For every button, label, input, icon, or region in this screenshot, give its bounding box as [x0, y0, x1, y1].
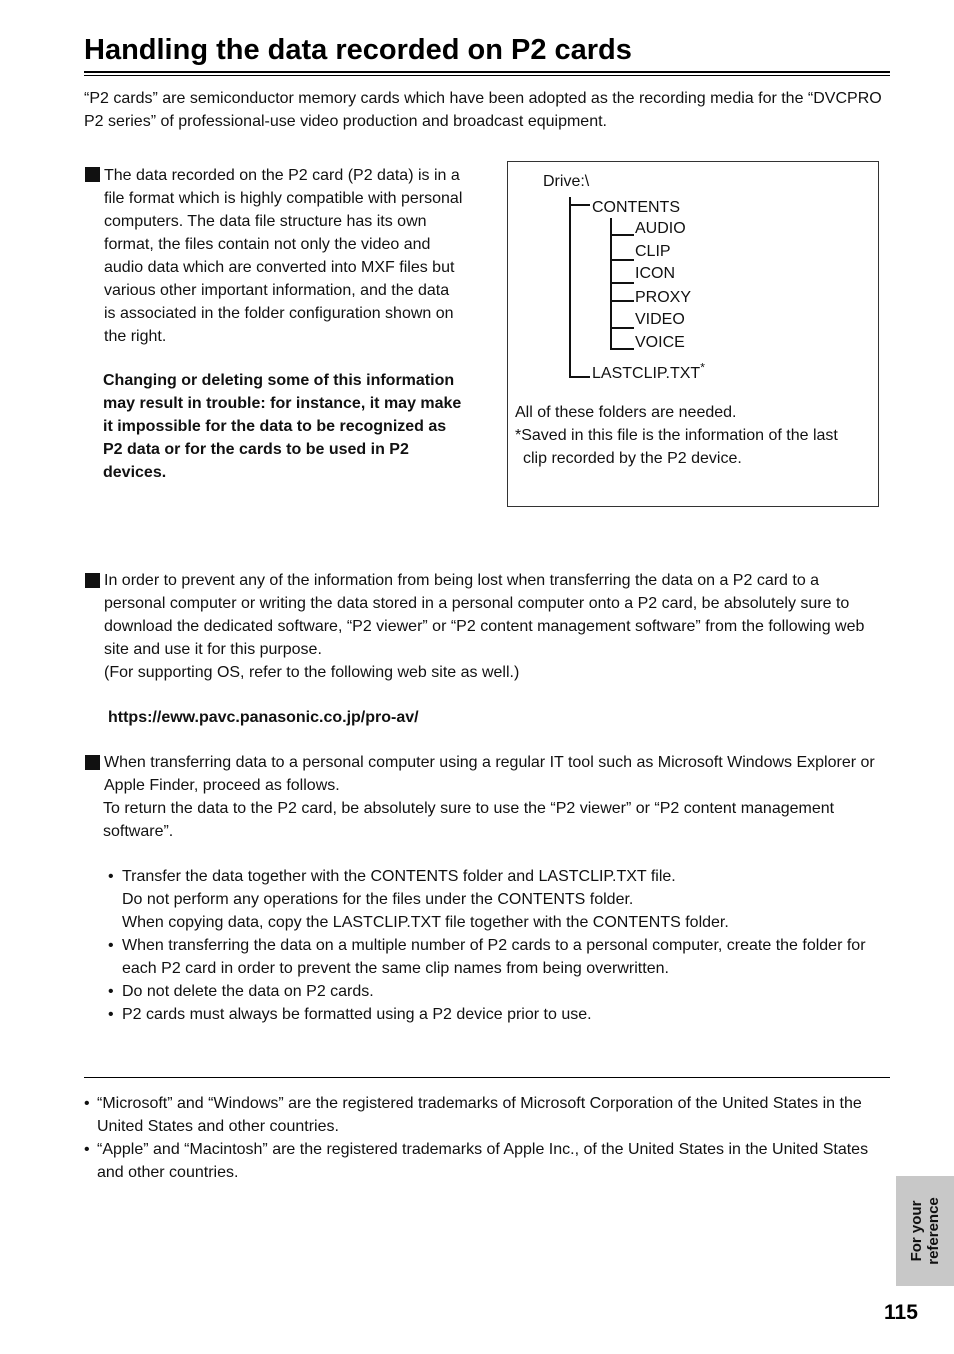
side-tab-line2: reference [925, 1197, 942, 1265]
list-item-line: Do not delete the data on P2 cards. [122, 983, 374, 1000]
bullet-dot: • [84, 1141, 90, 1158]
tree-note-needed: All of these folders are needed. [515, 404, 737, 421]
section-bullet-square [85, 167, 100, 182]
section-bullet-square [85, 573, 100, 588]
side-tab [896, 1176, 954, 1286]
list-item [104, 980, 884, 1003]
tree-branch-line [610, 348, 634, 350]
lastclip-label: LASTCLIP.TXT [592, 365, 701, 382]
tree-trunk-line [569, 197, 571, 378]
bullet-dot: • [108, 983, 114, 1000]
trademark-text: “Apple” and “Macintosh” are the registered trademarks of Apple Inc., of the United States in the United States and other countries. [97, 1141, 869, 1181]
tree-subfolder-video: VIDEO [635, 311, 685, 328]
list-item [104, 934, 884, 980]
lastclip-asterisk: * [700, 360, 705, 375]
section2-os-note: (For supporting OS, refer to the following web site as well.) [104, 664, 520, 681]
tree-branch-line [610, 300, 634, 302]
section1-body: The data recorded on the P2 card (P2 data) is in a file format which is highly compatible with personal computers. The data file structure has its own format, the files contain not only the video and audio data which are converted into MXF files but various other important information, and the data is associated in the folder configuration shown on the right. [104, 167, 463, 345]
section1-warning: Changing or deleting some of this information may result in trouble: for instance, it may make it impossible for the data to be recognized as P2 data or for the cards to be used in P2 devices. [103, 372, 462, 481]
list-item [104, 865, 884, 934]
tree-file-lastclip [592, 362, 705, 385]
side-tab-label [908, 1197, 942, 1265]
section-bullet-square [85, 755, 100, 770]
tree-branch-line [610, 327, 634, 329]
tree-branch-line [610, 234, 634, 236]
title-rule-thin [84, 75, 890, 76]
tree-branch-lastclip [569, 376, 590, 378]
trademark-item [84, 1092, 890, 1138]
list-item-line: Transfer the data together with the CONTENTS folder and LASTCLIP.TXT file. [122, 868, 676, 885]
title-rule-thick [84, 71, 890, 73]
side-tab-line1: For your [908, 1200, 925, 1262]
tree-subfolder-clip: CLIP [635, 243, 671, 260]
page-number: 115 [884, 1301, 918, 1324]
tree-branch-line [610, 282, 634, 284]
download-url-link[interactable]: https://eww.pavc.panasonic.co.jp/pro-av/ [108, 709, 419, 726]
tree-folder-contents: CONTENTS [592, 199, 680, 216]
tree-subfolder-voice: VOICE [635, 334, 685, 351]
section2-body [104, 569, 884, 684]
trademark-text: “Microsoft” and “Windows” are the registered trademarks of Microsoft Corporation of the United States in the United States and other countries. [97, 1095, 862, 1135]
tree-root-label: Drive:\ [543, 173, 590, 190]
tree-branch-contents [569, 204, 590, 206]
tree-note-saved-2: clip recorded by the P2 device. [523, 450, 742, 467]
bullet-dot: • [108, 937, 114, 954]
tree-subfolder-icon: ICON [635, 265, 675, 282]
bullet-dot: • [84, 1095, 90, 1112]
trademark-notes [84, 1092, 890, 1184]
bullet-dot: • [108, 868, 114, 885]
list-item-line: P2 cards must always be formatted using a P2 device prior to use. [122, 1006, 592, 1023]
intro-paragraph: “P2 cards” are semiconductor memory cards which have been adopted as the recording media for the “DVCPRO P2 series” of professional-use video production and broadcast equipment. [84, 90, 882, 130]
list-item-line: When copying data, copy the LASTCLIP.TXT file together with the CONTENTS folder. [122, 914, 729, 931]
tree-contents-trunk-line [610, 218, 612, 350]
section3-body: When transferring data to a personal computer using a regular IT tool such as Microsoft Windows Explorer or Apple Finder, proceed as follows. [104, 754, 875, 794]
footnote-divider [84, 1077, 890, 1078]
tree-note-saved-1: *Saved in this file is the information of the last [515, 427, 838, 444]
tree-subfolder-audio: AUDIO [635, 220, 686, 237]
tree-subfolder-proxy: PROXY [635, 289, 692, 306]
trademark-item [84, 1138, 890, 1184]
list-item-line: When transferring the data on a multiple number of P2 cards to a personal computer, create the folder for each P2 card in order to prevent the same clip names from being overwritten. [122, 937, 866, 977]
list-item [104, 1003, 884, 1026]
page-title: Handling the data recorded on P2 cards [84, 34, 632, 66]
section3-return-note: To return the data to the P2 card, be absolutely sure to use the “P2 viewer” or “P2 content management software”. [103, 800, 835, 840]
bullet-dot: • [108, 1006, 114, 1023]
transfer-instructions-list [104, 865, 884, 1026]
list-item-line: Do not perform any operations for the files under the CONTENTS folder. [122, 891, 634, 908]
section2-text: In order to prevent any of the information from being lost when transferring the data on a P2 card to a personal computer or writing the data stored in a personal computer onto a P2 card, be absolutely sure to download the dedicated software, “P2 viewer” or “P2 content management software” from the following web site and use it for this purpose. [104, 572, 865, 658]
folder-structure-box [507, 161, 879, 507]
tree-branch-line [610, 259, 634, 261]
